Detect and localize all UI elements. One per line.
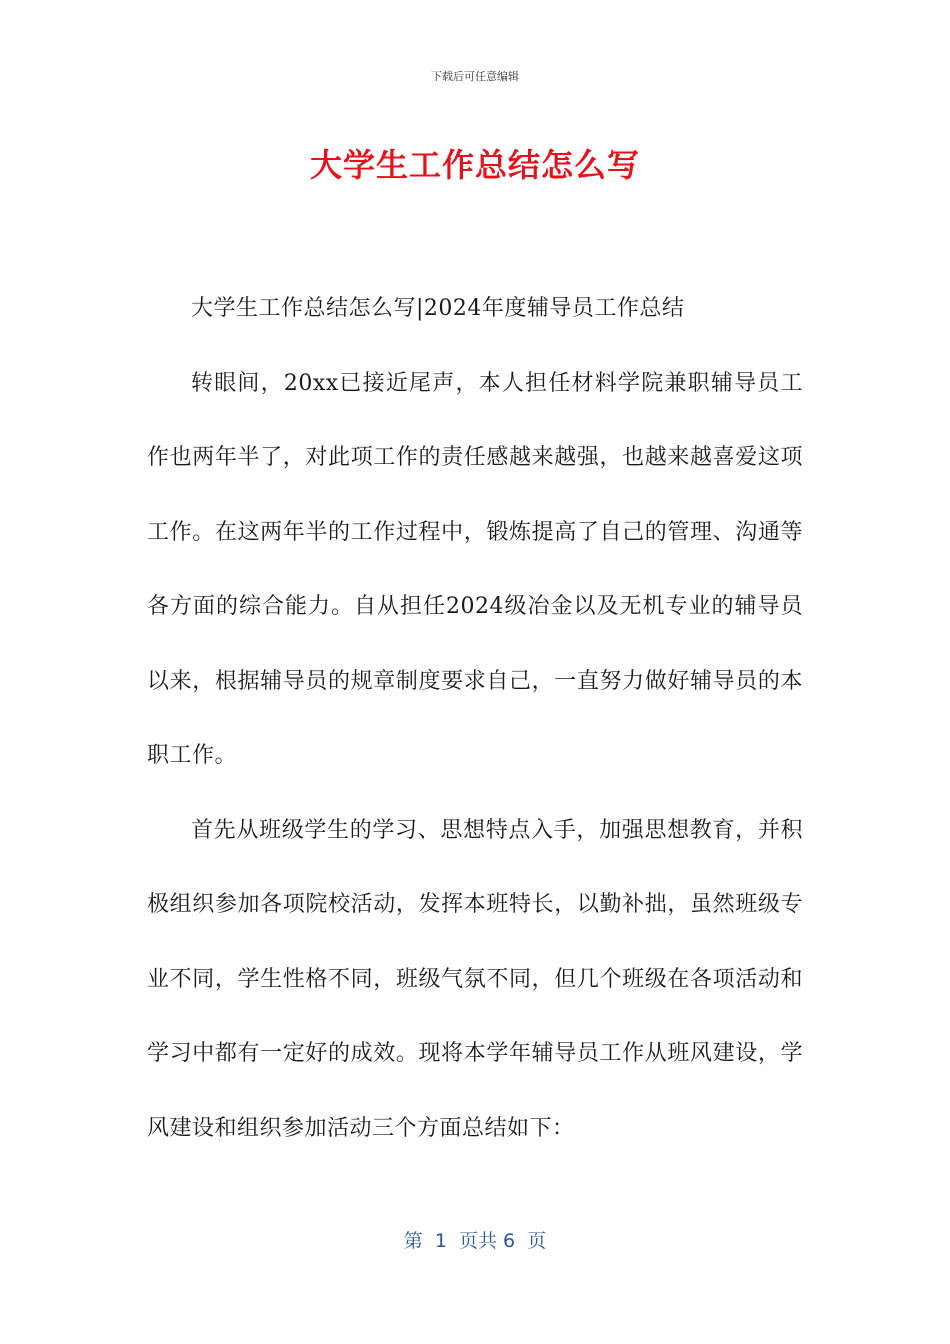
paragraph-subtitle: 大学生工作总结怎么写|2024年度辅导员工作总结 — [191, 296, 685, 321]
document-body — [147, 272, 803, 1166]
header-note: 下载后可任意编辑 — [431, 70, 519, 83]
paragraph-approach: 首先从班级学生的学习、思想特点入手，加强思想教育，并积极组织参加各项院校活动，发挥本班特长，以勤补拙，虽然班级专业不同，学生性格不同，班级气氛不同，但几个班级在各项活动和学习中都有一定好的成效。现将本学年辅导员工作从班风建设，学风建设和组织参加活动三个方面总结如下： — [147, 817, 803, 1141]
page-number-footer: 第 1 页共 6 页 — [403, 1230, 547, 1252]
paragraph-intro: 转眼间，20xx已接近尾声，本人担任材料学院兼职辅导员工作也两年半了，对此项工作的责任感越来越强，也越来越喜爱这项工作。在这两年半的工作过程中，锻炼提高了自己的管理、沟通等各方面的综合能力。自从担任2024级冶金以及无机专业的辅导员以来，根据辅导员的规章制度要求自己，一直努力做好辅导员的本职工作。 — [147, 370, 803, 768]
document-title: 大学生工作总结怎么写 — [309, 146, 640, 184]
